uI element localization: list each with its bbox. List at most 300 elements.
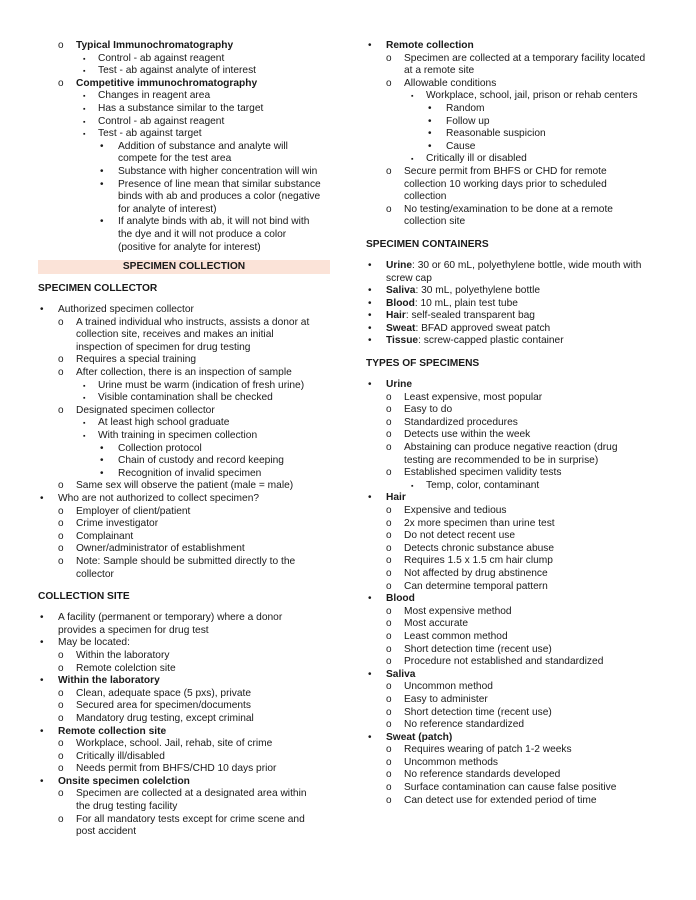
list-item-continuation (38, 826, 330, 839)
square-bullet-icon: ▪ (411, 93, 414, 101)
item-text: collection site (404, 216, 466, 228)
circle-bullet-icon: o (386, 643, 392, 655)
list-item (38, 417, 330, 430)
dot-bullet-icon: • (100, 216, 104, 228)
list-item (366, 166, 666, 179)
list-item (366, 694, 666, 707)
list-item-continuation (38, 229, 330, 242)
item-text: Standardized procedures (404, 416, 518, 428)
list-item-continuation (38, 569, 330, 582)
square-bullet-icon: ▪ (83, 118, 86, 126)
list-item-continuation (38, 242, 330, 255)
circle-bullet-icon: o (386, 517, 392, 529)
circle-bullet-icon: o (58, 738, 64, 750)
item-text: Requires a special training (76, 354, 197, 366)
circle-bullet-icon: o (58, 712, 64, 724)
item-text: compete for the test area (118, 153, 232, 165)
item-text: Control - ab against reagent (98, 52, 225, 64)
item-text: Least common method (404, 630, 508, 642)
dot-bullet-icon: • (100, 178, 104, 190)
item-text: Follow up (446, 115, 490, 127)
item-text: Visible contamination shall be checked (98, 392, 273, 404)
item-text: Owner/administrator of establishment (76, 543, 245, 555)
list-item (366, 392, 666, 405)
item-text: Changes in reagent area (98, 90, 211, 102)
dot-bullet-icon: • (368, 259, 372, 271)
list-item (38, 40, 330, 53)
item-text: For all mandatory tests except for crime scene and (76, 813, 305, 825)
dot-bullet-icon: • (40, 612, 44, 624)
list-item-continuation (38, 801, 330, 814)
item-text: A trained individual who instructs, assists a donor at (76, 316, 310, 328)
list-item (366, 153, 666, 166)
circle-bullet-icon: o (58, 700, 64, 712)
item-text: At least high school graduate (98, 417, 230, 429)
item-text: Onsite specimen colelction (58, 775, 190, 787)
square-bullet-icon: ▪ (83, 55, 86, 63)
circle-bullet-icon: o (386, 580, 392, 592)
section-heading: COLLECTION SITE (38, 591, 130, 603)
list-item (38, 531, 330, 544)
circle-bullet-icon: o (386, 203, 392, 215)
list-item (38, 304, 330, 317)
list-item (366, 681, 666, 694)
list-item (38, 776, 330, 789)
list-item (366, 285, 666, 298)
list-item (38, 90, 330, 103)
item-text: collection (404, 191, 447, 203)
item-text: Detects use within the week (404, 429, 531, 441)
dot-bullet-icon: • (428, 102, 432, 114)
dot-bullet-icon: • (40, 725, 44, 737)
circle-bullet-icon: o (386, 52, 392, 64)
dot-bullet-icon: • (40, 775, 44, 787)
list-item (366, 204, 666, 217)
item-text: Urine must be warm (indication of fresh urine) (98, 379, 305, 391)
dot-bullet-icon: • (428, 128, 432, 140)
circle-bullet-icon: o (58, 505, 64, 517)
list-item (366, 78, 666, 91)
list-item (366, 732, 666, 745)
dot-bullet-icon: • (368, 492, 372, 504)
list-item (38, 116, 330, 129)
list-item (366, 669, 666, 682)
dot-bullet-icon: • (40, 637, 44, 649)
list-item (38, 650, 330, 663)
list-item (366, 518, 666, 531)
list-item (38, 751, 330, 764)
list-item (38, 675, 330, 688)
item-text: Most accurate (404, 618, 468, 630)
dot-bullet-icon: • (368, 322, 372, 334)
circle-bullet-icon: o (58, 40, 64, 51)
item-term: Blood (386, 297, 415, 309)
item-text: Not affected by drug abstinence (404, 567, 548, 579)
list-item-continuation (38, 625, 330, 638)
circle-bullet-icon: o (386, 404, 392, 416)
list-item (366, 719, 666, 732)
circle-bullet-icon: o (386, 719, 392, 731)
list-item (366, 442, 666, 455)
circle-bullet-icon: o (386, 542, 392, 554)
list-item (38, 556, 330, 569)
square-bullet-icon: ▪ (83, 382, 86, 390)
list-item-continuation (38, 342, 330, 355)
section-heading: SPECIMEN COLLECTOR (38, 283, 158, 295)
list-item (38, 480, 330, 493)
list-item (366, 480, 666, 493)
dot-bullet-icon: • (368, 310, 372, 322)
circle-bullet-icon: o (386, 630, 392, 642)
item-text: Urine (386, 379, 413, 391)
item-text: Can determine temporal pattern (404, 580, 548, 592)
item-text: Short detection time (recent use) (404, 643, 552, 655)
dot-bullet-icon: • (100, 455, 104, 467)
list-item (38, 663, 330, 676)
item-text: No testing/examination to be done at a remote (404, 203, 613, 215)
list-item (38, 380, 330, 393)
list-item (366, 116, 666, 129)
circle-bullet-icon: o (386, 618, 392, 630)
item-text: collector (76, 568, 114, 580)
list-item (38, 543, 330, 556)
list-item (38, 688, 330, 701)
item-text: Mandatory drug testing, except criminal (76, 712, 254, 724)
list-item (38, 814, 330, 827)
list-item (38, 430, 330, 443)
item-text: for analyte of interest) (118, 203, 217, 215)
list-item (366, 593, 666, 606)
circle-bullet-icon: o (386, 555, 392, 567)
item-text: Tissue: screw-capped plastic container (386, 335, 564, 347)
left-column (38, 40, 330, 839)
item-text: Abstaining can produce negative reaction (drug (404, 442, 618, 454)
circle-bullet-icon: o (386, 693, 392, 705)
item-text: Uncommon methods (404, 756, 498, 768)
item-text: Surface contamination can cause false positive (404, 782, 617, 794)
item-text: Collection protocol (118, 442, 202, 454)
item-text: Critically ill/disabled (76, 750, 165, 762)
item-text: inspection of specimen for drug testing (76, 341, 251, 353)
item-text: Control - ab against reagent (98, 115, 225, 127)
circle-bullet-icon: o (386, 467, 392, 479)
item-text: Same sex will observe the patient (male = male) (76, 480, 294, 492)
list-item (38, 405, 330, 418)
item-text: Blood (386, 593, 415, 605)
circle-bullet-icon: o (58, 77, 64, 89)
list-item (366, 505, 666, 518)
item-text: collection 10 working days prior to scheduled (404, 178, 607, 190)
list-item (38, 443, 330, 456)
circle-bullet-icon: o (386, 769, 392, 781)
list-item-continuation (38, 329, 330, 342)
item-text: Designated specimen collector (76, 404, 215, 416)
item-text: Cause (446, 140, 476, 152)
item-text: Saliva: 30 mL, polyethylene bottle (386, 285, 541, 297)
list-item (38, 392, 330, 405)
item-text: No reference standardized (404, 719, 525, 731)
circle-bullet-icon: o (386, 530, 392, 542)
item-text: Urine: 30 or 60 mL, polyethylene bottle, wide mouth with (386, 259, 642, 271)
item-text: Hair: self-sealed transparent bag (386, 310, 535, 322)
list-item-continuation (366, 65, 666, 78)
list-item (366, 581, 666, 594)
item-text: Substance with higher concentration will win (118, 165, 318, 177)
circle-bullet-icon: o (386, 416, 392, 428)
list-item (38, 788, 330, 801)
item-text: Uncommon method (404, 681, 493, 693)
dot-bullet-icon: • (100, 165, 104, 177)
list-item (366, 379, 666, 392)
list-item (38, 612, 330, 625)
list-item (38, 493, 330, 506)
list-item (366, 141, 666, 154)
item-text: Complainant (76, 530, 134, 542)
item-text: No reference standards developed (404, 769, 561, 781)
item-text: If analyte binds with ab, it will not bind with (118, 216, 310, 228)
circle-bullet-icon: o (386, 706, 392, 718)
list-item (366, 606, 666, 619)
list-item (38, 455, 330, 468)
square-bullet-icon: ▪ (83, 68, 86, 76)
item-text: post accident (76, 826, 137, 838)
dot-bullet-icon: • (368, 40, 372, 51)
dot-bullet-icon: • (368, 379, 372, 391)
square-bullet-icon: ▪ (83, 105, 86, 113)
list-item (366, 417, 666, 430)
dot-bullet-icon: • (368, 731, 372, 743)
list-item (38, 468, 330, 481)
list-item-continuation (366, 455, 666, 468)
item-text: Clean, adequate space (5 pxs), private (76, 687, 251, 699)
item-text: After collection, there is an inspection of sample (76, 367, 292, 379)
item-text: Established specimen validity tests (404, 467, 562, 479)
item-text: Workplace, school. Jail, rehab, site of crime (76, 738, 273, 750)
circle-bullet-icon: o (58, 555, 64, 567)
item-text: Needs permit from BHFS/CHD 10 days prior (76, 763, 277, 775)
list-item (366, 795, 666, 808)
list-item (366, 543, 666, 556)
dot-bullet-icon: • (368, 593, 372, 605)
circle-bullet-icon: o (386, 165, 392, 177)
list-item (38, 103, 330, 116)
item-text: Remote colelction site (76, 662, 176, 674)
circle-bullet-icon: o (386, 77, 392, 89)
list-item (366, 103, 666, 116)
list-item (38, 216, 330, 229)
item-text: collection site, receives and makes an initial (76, 329, 274, 341)
item-term: Tissue (386, 335, 419, 347)
list-item (38, 763, 330, 776)
list-item (366, 467, 666, 480)
item-text: Hair (386, 492, 406, 504)
item-text: at a remote site (404, 65, 475, 77)
list-item-continuation (366, 216, 666, 229)
dot-bullet-icon: • (368, 285, 372, 297)
list-item (366, 40, 666, 53)
dot-bullet-icon: • (40, 493, 44, 504)
circle-bullet-icon: o (58, 354, 64, 366)
item-text: testing are recommended to be in surprise) (404, 454, 599, 466)
circle-bullet-icon: o (58, 530, 64, 542)
list-item (38, 53, 330, 66)
list-item (38, 726, 330, 739)
circle-bullet-icon: o (386, 567, 392, 579)
list-item (366, 90, 666, 103)
list-item (38, 637, 330, 650)
dot-bullet-icon: • (368, 668, 372, 680)
square-bullet-icon: ▪ (83, 93, 86, 101)
circle-bullet-icon: o (386, 442, 392, 454)
list-item (366, 618, 666, 631)
circle-bullet-icon: o (58, 813, 64, 825)
item-text: With training in specimen collection (98, 430, 258, 442)
list-item-continuation (366, 191, 666, 204)
item-text: Competitive immunochromatography (76, 77, 258, 89)
item-text: Requires wearing of patch 1-2 weeks (404, 744, 572, 756)
circle-bullet-icon: o (386, 681, 392, 693)
item-text: Most expensive method (404, 605, 512, 617)
circle-bullet-icon: o (386, 744, 392, 756)
list-item (38, 518, 330, 531)
circle-bullet-icon: o (386, 782, 392, 794)
item-text: Chain of custody and record keeping (118, 455, 284, 467)
circle-bullet-icon: o (386, 756, 392, 768)
item-text: Do not detect recent use (404, 530, 515, 542)
circle-bullet-icon: o (58, 649, 64, 661)
item-text: Blood: 10 mL, plain test tube (386, 297, 518, 309)
list-item (38, 700, 330, 713)
item-text: (positive for analyte for interest) (118, 241, 261, 253)
dot-bullet-icon: • (100, 140, 104, 152)
item-text: Typical Immunochromatography (76, 40, 234, 51)
item-text: Secured area for specimen/documents (76, 700, 251, 712)
list-item (38, 317, 330, 330)
item-term: Hair (386, 310, 406, 322)
item-term: Sweat (386, 322, 416, 334)
item-text: Employer of client/patient (76, 505, 191, 517)
list-item (366, 782, 666, 795)
section-banner: SPECIMEN COLLECTION (38, 260, 330, 274)
dot-bullet-icon: • (100, 467, 104, 479)
square-bullet-icon: ▪ (83, 420, 86, 428)
item-text: Test - ab against analyte of interest (98, 65, 256, 77)
circle-bullet-icon: o (386, 429, 392, 441)
list-item (38, 166, 330, 179)
item-text: Specimen are collected at a temporary facility located (404, 52, 646, 64)
item-text: Requires 1.5 x 1.5 cm hair clump (404, 555, 553, 567)
item-text: screw cap (386, 272, 432, 284)
item-text: Has a substance similar to the target (98, 102, 264, 114)
circle-bullet-icon: o (58, 480, 64, 492)
item-term: Saliva (386, 285, 416, 297)
item-text: 2x more specimen than urine test (404, 517, 555, 529)
item-text: Procedure not established and standardized (404, 656, 604, 668)
square-bullet-icon: ▪ (411, 156, 414, 164)
dot-bullet-icon: • (428, 140, 432, 152)
item-text: Remote collection (386, 40, 474, 51)
item-text: Sweat (patch) (386, 731, 453, 743)
item-text: May be located: (58, 637, 130, 649)
list-item (38, 65, 330, 78)
item-text: Short detection time (recent use) (404, 706, 552, 718)
dot-bullet-icon: • (428, 115, 432, 127)
item-text: Authorized specimen collector (58, 304, 194, 316)
list-item (38, 354, 330, 367)
list-item (366, 757, 666, 770)
dot-bullet-icon: • (100, 442, 104, 454)
item-text: Within the laboratory (76, 649, 170, 661)
circle-bullet-icon: o (386, 794, 392, 806)
list-item (366, 429, 666, 442)
list-item (366, 568, 666, 581)
item-text: Detects chronic substance abuse (404, 542, 555, 554)
square-bullet-icon: ▪ (83, 395, 86, 403)
list-item (38, 179, 330, 192)
circle-bullet-icon: o (58, 788, 64, 800)
list-item (366, 769, 666, 782)
circle-bullet-icon: o (58, 404, 64, 416)
dot-bullet-icon: • (40, 675, 44, 687)
circle-bullet-icon: o (386, 505, 392, 516)
dot-bullet-icon: • (368, 297, 372, 309)
item-text: Addition of substance and analyte will (118, 140, 288, 152)
item-text: binds with ab and produces a color (negative (118, 191, 321, 203)
circle-bullet-icon: o (386, 605, 392, 617)
item-text: A facility (permanent or temporary) where a donor (58, 612, 283, 624)
item-text: Saliva (386, 668, 416, 680)
circle-bullet-icon: o (58, 518, 64, 530)
item-term: Urine (386, 259, 413, 271)
list-item (38, 141, 330, 154)
circle-bullet-icon: o (386, 656, 392, 668)
item-text: Reasonable suspicion (446, 128, 546, 140)
list-item (366, 707, 666, 720)
list-item (38, 367, 330, 380)
circle-bullet-icon: o (58, 316, 64, 328)
square-bullet-icon: ▪ (83, 433, 86, 441)
square-bullet-icon: ▪ (411, 482, 414, 490)
item-text: Easy to administer (404, 693, 488, 705)
item-text: Secure permit from BHFS or CHD for remote (404, 165, 607, 177)
list-item (366, 323, 666, 336)
list-item (38, 713, 330, 726)
item-text: Within the laboratory (58, 675, 160, 687)
item-text: Can detect use for extended period of time (404, 794, 597, 806)
item-text: the drug testing facility (76, 801, 178, 813)
list-item (38, 738, 330, 751)
list-item (366, 744, 666, 757)
list-item (366, 631, 666, 644)
list-item (38, 506, 330, 519)
dot-bullet-icon: • (368, 335, 372, 347)
item-text: Recognition of invalid specimen (118, 467, 262, 479)
circle-bullet-icon: o (58, 543, 64, 555)
list-item (366, 128, 666, 141)
list-item (366, 530, 666, 543)
list-item-continuation (366, 179, 666, 192)
item-text: Random (446, 102, 485, 114)
list-item (366, 555, 666, 568)
circle-bullet-icon: o (58, 367, 64, 379)
circle-bullet-icon: o (386, 391, 392, 403)
list-item-continuation (38, 204, 330, 217)
item-text: Temp, color, contaminant (426, 479, 540, 491)
list-item (366, 644, 666, 657)
circle-bullet-icon: o (58, 750, 64, 762)
item-text: Workplace, school, jail, prison or rehab centers (426, 90, 638, 102)
item-text: Presence of line mean that similar substance (118, 178, 321, 190)
